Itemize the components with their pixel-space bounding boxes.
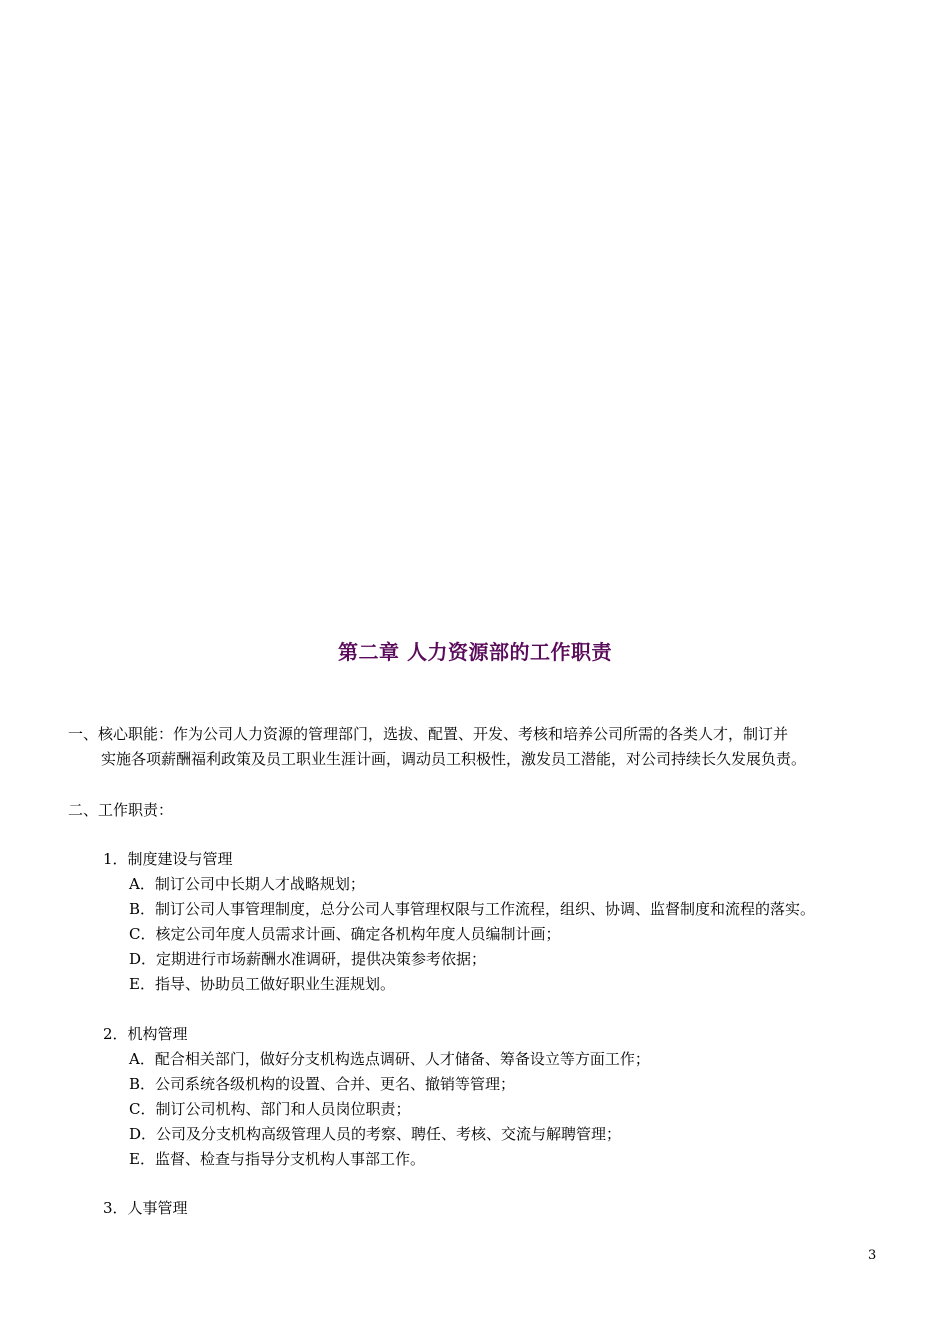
- section-title: 1．制度建设与管理: [103, 850, 233, 868]
- section-title: 3．人事管理: [103, 1199, 188, 1217]
- section-system-management: [103, 847, 815, 997]
- list-item: E．监督、检查与指导分支机构人事部工作。: [129, 1150, 425, 1168]
- core-function-line-2: 实施各项薪酬福利政策及员工职业生涯计画，调动员工积极性，激发员工潜能，对公司持续长久发展负责。: [101, 750, 807, 768]
- duties-heading: 二、工作职责：: [68, 801, 174, 819]
- section-personnel-management: [103, 1196, 188, 1221]
- chapter-title: 第二章 人力资源部的工作职责: [338, 640, 612, 664]
- list-item: B．公司系统各级机构的设置、合并、更名、撤销等管理；: [129, 1075, 516, 1093]
- list-item: D．公司及分支机构高级管理人员的考察、聘任、考核、交流与解聘管理；: [129, 1125, 622, 1143]
- core-function-paragraph: [68, 722, 806, 772]
- list-item: D．定期进行市场薪酬水准调研，提供决策参考依据；: [129, 950, 487, 968]
- list-item: A．制订公司中长期人才战略规划；: [129, 875, 365, 893]
- section-organization-management: [103, 1022, 650, 1172]
- list-item: B．制订公司人事管理制度，总分公司人事管理权限与工作流程，组织、协调、监督制度和流程的落实。: [129, 900, 816, 918]
- section-title: 2．机构管理: [103, 1025, 188, 1043]
- list-item: C．核定公司年度人员需求计画、确定各机构年度人员编制计画；: [129, 925, 561, 943]
- list-item: A．配合相关部门，做好分支机构选点调研、人才储备、筹备设立等方面工作；: [129, 1050, 650, 1068]
- core-function-line-1: 一、核心职能：作为公司人力资源的管理部门，选拔、配置、开发、考核和培养公司所需的各类人才，制订并: [68, 725, 789, 743]
- page-number: 3: [868, 1248, 877, 1263]
- list-item: C．制订公司机构、部门和人员岗位职责；: [129, 1100, 411, 1118]
- list-item: E．指导、协助员工做好职业生涯规划。: [129, 975, 395, 993]
